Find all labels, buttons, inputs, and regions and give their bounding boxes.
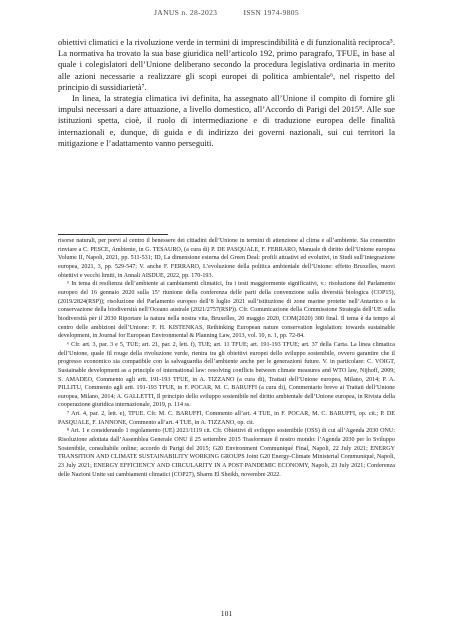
- journal-title: JANUS n. 28-2023: [154, 8, 218, 17]
- paragraph-1: obiettivi climatici e la rivoluzione verde in termini di imprescindibilità e di funzionalità reciproca⁵. La normativa ha trovato la sua base giuridica nell’articolo 192, primo paragrafo, TFUE, in base al quale i colegislatori dell’Unione deliberano secondo la procedura legislativa ordinaria in merito alle azioni necessarie a realizzare gli scopi europei di politica ambientale⁶, nel rispetto del principio di sussidiarietà⁷.: [58, 37, 395, 92]
- footnote-7: ⁷ Art. 4, par. 2, lett. e), TFUE. Cfr. M. C. BARUFFI, Commento all’art. 4 TUE, in F. POCAR, M. C. BARUFFI, op. cit.; P. DE PASQUALE, F. IANNONE, Commento all’art. 4 TUE, in A. TIZZANO, op. cit.: [58, 411, 395, 426]
- footnote-8: ⁸ Art. 1 e considerando 1 regolamento (UE) 2021/1119 cit. Cfr. Obiettivi di sviluppo sostenibile (OSS) di cui all’Agenda 2030 ONU: Risoluzione adottata dall’Assemblea Generale ONU il 25 settembre 2015 Trasformare il nostro mondo: l’Agenda 2030 per lo Sviluppo Sostenibile, consultabile online; accordo di Parigi del 2015; G20 Environment Communiqué Final, Napoli, 22 July 2021; ENERGY TRANSITION AND CLIMATE SUSTAINABILITY WORKING GROUPS Joint G20 Energy-Climate Ministerial Communiqué, Napoli, 23 July 2021; ENERGY EFFICIENCY AND CIRCULARITY IN A POST PANDEMIC ECONOMY, Napoli, 23 July 2021; Conferenza delle Nazioni Unite sui cambiamenti climatici (COP27), Sharm El Sheikh, novembre 2022.: [58, 428, 395, 478]
- footnote-5: ⁵ In tema di resilienza dell’ambiente ai cambiamenti climatici, fra i testi maggiormente significativi, v.: risoluzione del Parlamento europeo del 16 gennaio 2020 sulla 15ª riunione della conferenza delle parti della convenzione sulla diversità biologica (COP15), (2019/2824(RSP)); risoluzione del Parlamento europeo dell’8 luglio 2021 sull’istituzione di zone marine protette nell’Antartico e la conservazione della biodiversità nell’Oceano australe (2021/2757(RSP)). Cfr. Comunicazione della Commissione Strategia dell’UE sulla biodiversità per il 2030 Riportare la natura nella nostra vita, Bruxelles, 20 maggio 2020, COM(2020) 380 final. Il tema è da tempo al centro delle ambizioni dell’Unione: F. H. KISTENKAS, Rethinking European nature conservation legislation: towards sustainable development, in Journal for European Environmental & Planning Law, 2013, vol. 10, n. 1, pp. 72-84.: [58, 281, 395, 340]
- footnotes: [58, 237, 395, 479]
- footnote-6: ⁶ Cfr. art. 3, par. 3 e 5, TUE; art. 21, par. 2, lett. f), TUE; art. 11 TFUE; art. 191-193 TFUE; art. 37 della Carta. La linea climatica dell’Unione, quale fil rouge della rivoluzione verde, rientra tra gli obiettivi europei dello sviluppo sostenibile, ovvero garantire che il progresso economico sia compatibile con la salvaguardia dell’ambiente anche per le generazioni future. V. in particolare: C. VOIGT, Sustainable development as a principle of international law: resolving conflicts between climate measures and WTO law, Nijhoff, 2009; S. AMADEO, Commento agli artt. 191-193 TFUE, in A. TIZZANO (a cura di), Trattati dell’Unione europea, Milano, 2014; P. A. PILLITU, Commento agli artt. 191-193 TFUE, in F. POCAR, M. C. BARUFFI (a cura di), Commentario breve ai Trattati dell’Unione europea, Milano, 2014; A. GALLETTI, Il principio dello sviluppo sostenibile nel diritto ambientale dell’Unione europea, in Rivista della cooperazione giuridica internazionale, 2019, p. 114 ss.: [58, 341, 395, 409]
- paragraph-2: In linea, la strategia climatica ivi definita, ha assegnato all’Unione il compito di fornire gli impulsi necessari a dare attuazione, a livello domestico, all’Accordo di Parigi del 2015⁸. Alle sue istituzioni spetta, cioè, il ruolo di intermediazione e di traduzione europea delle finalità internazionali e, dunque, di guida e di indirizzo dei governi nazionali, sui cui territori la mitigazione e l’adattamento vanno perseguiti.: [58, 93, 395, 148]
- footnote-continuation: risorse naturali, per porvi al centro il benessere dei cittadini dell’Unione in termini di attenzione al clima e all’ambiente. Sia consentito rinviare a C. PESCE, Ambiente, in G. TESAURO, (a cura di) P. DE PASQUALE, F. FERRARO, Manuale di diritto dell’Unione europea Volume II, Napoli, 2021, pp. 511-531; ID, La dimensione esterna del Green Deal: profili attuativi ed evolutivi, in Studi sull’integrazione europea, 2021, 3, pp. 529-547; V. anche F. FERRARO, L’evoluzione della politica ambientale dell’Unione: effetto Bruxelles, nuovi obiettivi e vecchi limiti, in Annali AISDUE, 2022, pp. 170-193.: [58, 238, 395, 279]
- footnote-separator: [58, 234, 168, 235]
- issn: ISSN 1974-9805: [243, 8, 299, 17]
- main-text: [58, 37, 395, 149]
- running-header: [0, 8, 453, 17]
- page-number: 101: [220, 609, 233, 618]
